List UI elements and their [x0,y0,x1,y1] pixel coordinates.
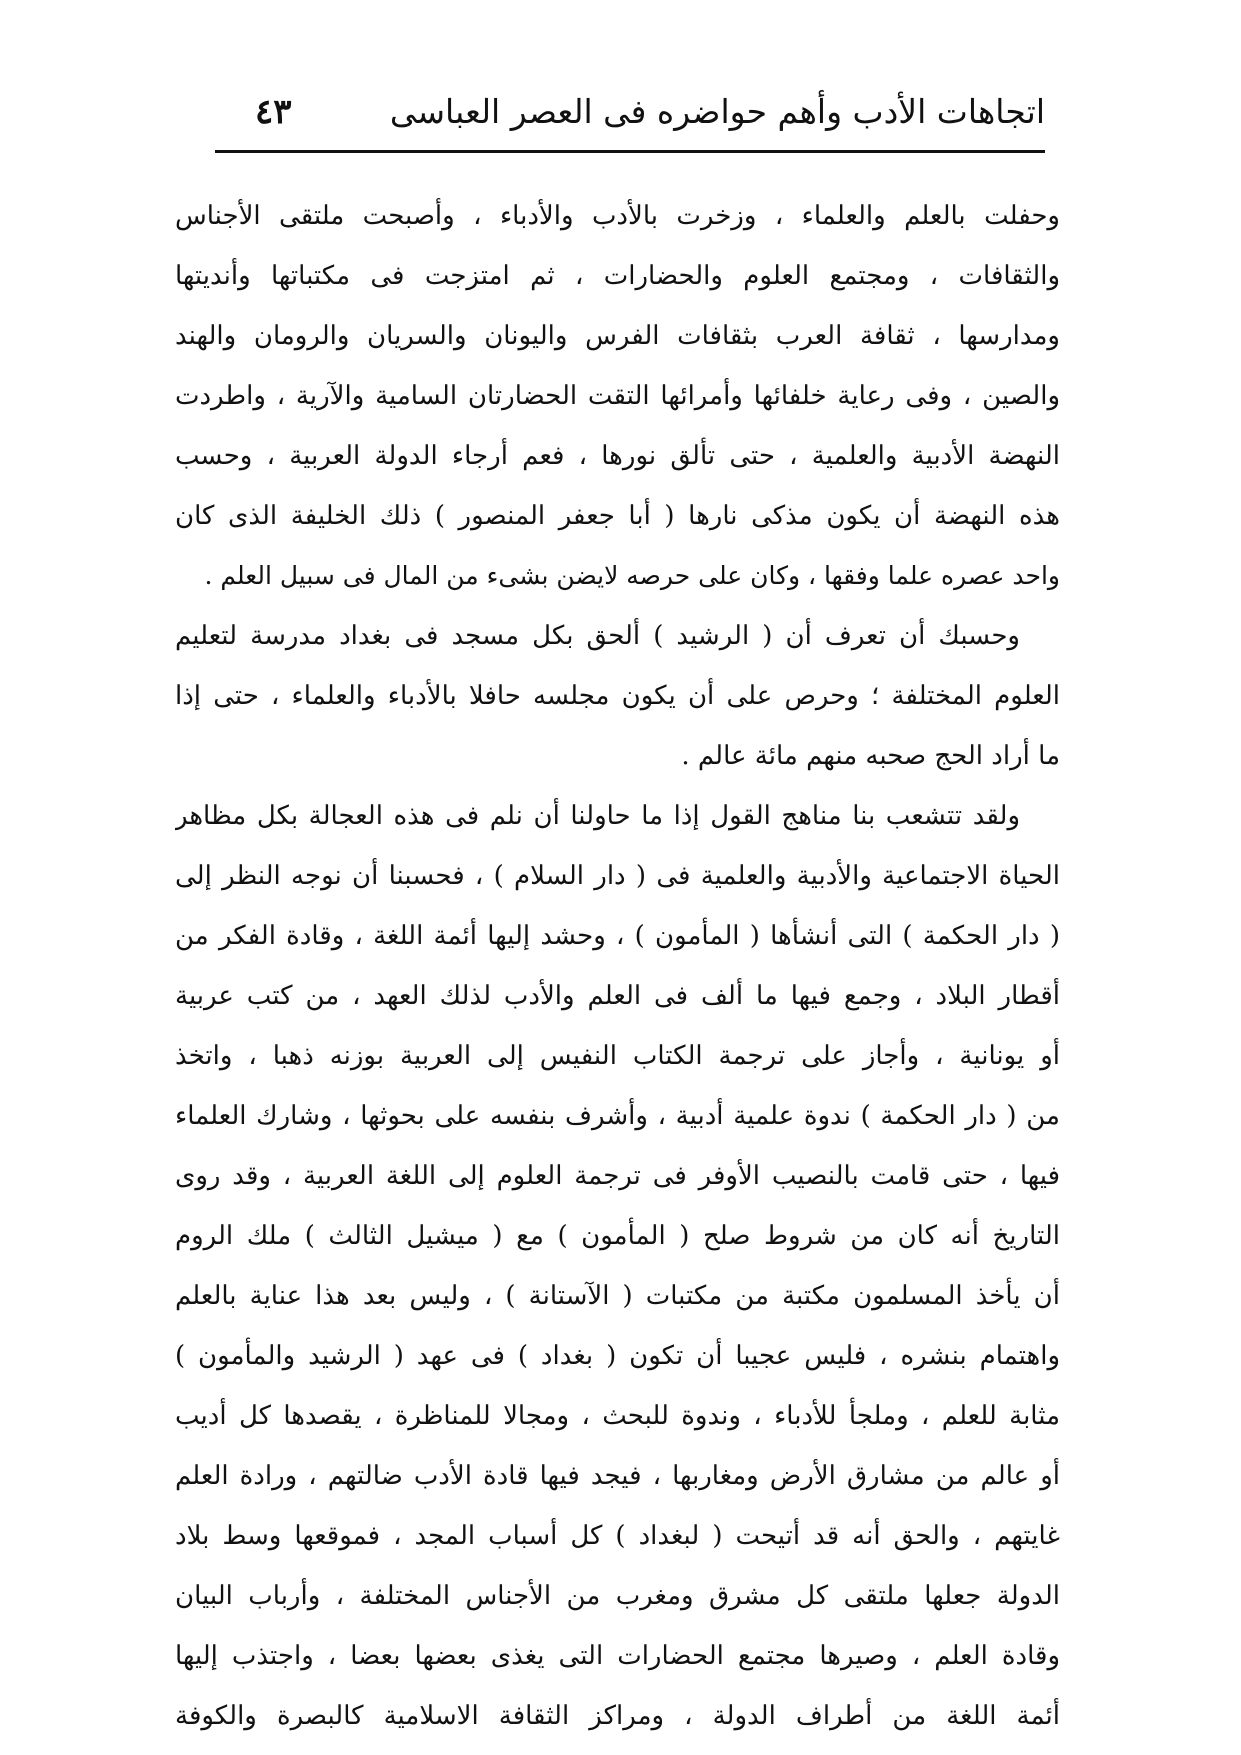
text-line: أو عالم من مشارق الأرض ومغاربها ، فيجد فيها قادة الأدب ضالتهم ، ورادة العلم [175,1461,1060,1491]
text-line: واحد عصره علما وفقها ، وكان على حرصه لايضن بشىء من المال فى سبيل العلم . [204,561,1060,590]
text-line: أو يونانية ، وأجاز على ترجمة الكتاب النفيس إلى العربية بوزنه ذهبا ، واتخذ [175,1041,1060,1071]
text-line: هذه النهضة أن يكون مذكى نارها ( أبا جعفر المنصور ) ذلك الخليفة الذى كان [175,501,1060,531]
paragraph-first-line: ولقد تتشعب بنا مناهج القول إذا ما حاولنا أن نلم فى هذه العجالة بكل مظاهر [175,801,1020,831]
header-rule [215,150,1045,153]
text-line: من ( دار الحكمة ) ندوة علمية أدبية ، وأشرف بنفسه على بحوثها ، وشارك العلماء [175,1101,1060,1131]
text-line: وقادة العلم ، وصيرها مجتمع الحضارات التى يغذى بعضها بعضا ، واجتذب إليها [175,1641,1060,1671]
text-line: ما أراد الحج صحبه منهم مائة عالم . [681,741,1060,771]
text-line: أقطار البلاد ، وجمع فيها ما ألف فى العلم والأدب لذلك العهد ، من كتب عربية [175,981,1060,1011]
body-text [175,186,1060,1746]
page-number: ٤٣ [255,92,292,132]
text-line: ومدارسها ، ثقافة العرب بثقافات الفرس واليونان والسريان والرومان والهند [175,321,1060,351]
text-line: مثابة للعلم ، وملجأ للأدباء ، وندوة للبحث ، ومجالا للمناظرة ، يقصدها كل أديب [175,1401,1060,1431]
text-line: التاريخ أنه كان من شروط صلح ( المأمون ) مع ( ميشيل الثالث ) ملك الروم [175,1221,1060,1251]
text-line: النهضة الأدبية والعلمية ، حتى تألق نورها ، فعم أرجاء الدولة العربية ، وحسب [175,441,1060,471]
text-line: وحفلت بالعلم والعلماء ، وزخرت بالأدب والأدباء ، وأصبحت ملتقى الأجناس [175,201,1060,231]
page-header [215,88,1045,148]
paragraph-first-line: وحسبك أن تعرف أن ( الرشيد ) ألحق بكل مسجد فى بغداد مدرسة لتعليم [175,621,1020,651]
text-line: ( دار الحكمة ) التى أنشأها ( المأمون ) ، وحشد إليها أئمة اللغة ، وقادة الفكر من [175,921,1060,951]
text-line: الحياة الاجتماعية والأدبية والعلمية فى ( دار السلام ) ، فحسبنا أن نوجه النظر إلى [175,861,1060,891]
text-line: العلوم المختلفة ؛ وحرص على أن يكون مجلسه حافلا بالأدباء والعلماء ، حتى إذا [175,681,1060,711]
text-line: أئمة اللغة من أطراف الدولة ، ومراكز الثقافة الاسلامية كالبصرة والكوفة [175,1701,1060,1731]
text-line: غايتهم ، والحق أنه قد أتيحت ( لبغداد ) كل أسباب المجد ، فموقعها وسط بلاد [175,1521,1060,1551]
text-line: واهتمام بنشره ، فليس عجيبا أن تكون ( بغداد ) فى عهد ( الرشيد والمأمون ) [175,1341,1060,1371]
text-line: والصين ، وفى رعاية خلفائها وأمرائها التقت الحضارتان السامية والآرية ، واطردت [175,381,1060,411]
text-line: الدولة جعلها ملتقى كل مشرق ومغرب من الأجناس المختلفة ، وأرباب البيان [175,1581,1060,1611]
running-title: اتجاهات الأدب وأهم حواضره فى العصر العباسى [389,92,1045,131]
text-line: أن يأخذ المسلمون مكتبة من مكتبات ( الآستانة ) ، وليس بعد هذا عناية بالعلم [175,1281,1060,1311]
text-line: والثقافات ، ومجتمع العلوم والحضارات ، ثم امتزجت فى مكتباتها وأنديتها [175,261,1060,291]
text-line: فيها ، حتى قامت بالنصيب الأوفر فى ترجمة العلوم إلى اللغة العربية ، وقد روى [175,1161,1060,1191]
